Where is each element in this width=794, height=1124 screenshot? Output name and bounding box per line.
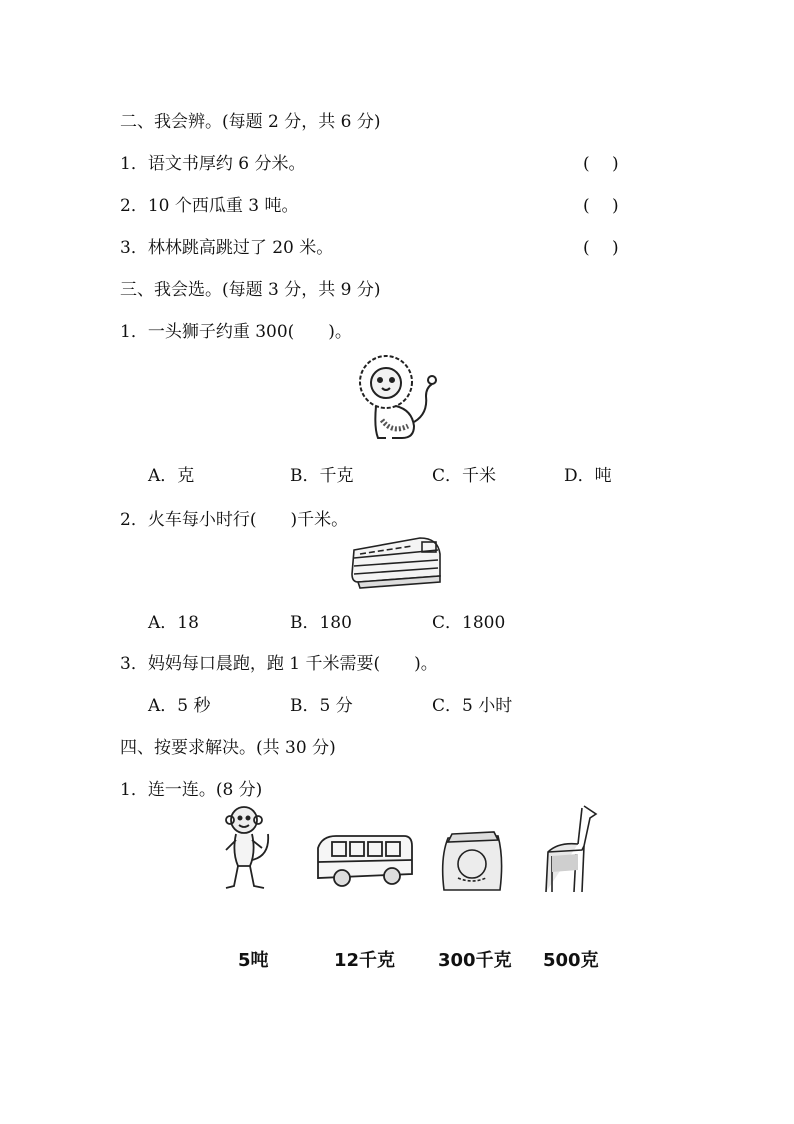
choice-q2: 2．火车每小时行( )千米。 [120, 510, 349, 530]
q2-option-a[interactable]: A．18 [148, 613, 199, 633]
section4-heading: 四、按要求解决。(共 30 分) [120, 738, 336, 758]
q2-option-b[interactable]: B．180 [290, 613, 352, 633]
judge-item-3: 3．林林跳高跳过了 20 米。 [120, 238, 334, 258]
q3-option-a[interactable]: A．5 秒 [148, 696, 211, 716]
giraffe-image [538, 800, 602, 896]
judge-item-2: 2．10 个西瓜重 3 吨。 [120, 196, 299, 216]
bag-image [438, 828, 508, 894]
q1-option-c[interactable]: C．千米 [432, 466, 497, 486]
q1-option-a[interactable]: A．克 [148, 466, 195, 486]
judge-item-1: 1．语文书厚约 6 分米。 [120, 154, 306, 174]
monkey-image [222, 804, 274, 894]
lion-image [352, 350, 440, 444]
choice-q1: 1．一头狮子约重 300( )。 [120, 322, 352, 342]
judge-blank-3[interactable]: ( ) [583, 238, 619, 258]
label-300-kg[interactable]: 300千克 [438, 950, 512, 971]
label-5-ton[interactable]: 5吨 [238, 950, 269, 971]
q2-option-c[interactable]: C．1800 [432, 613, 506, 633]
label-500-g[interactable]: 500克 [543, 950, 599, 971]
label-12-kg[interactable]: 12千克 [334, 950, 396, 971]
choice-q3: 3．妈妈每口晨跑，跑 1 千米需要( )。 [120, 654, 438, 674]
q1-option-b[interactable]: B．千克 [290, 466, 354, 486]
judge-blank-2[interactable]: ( ) [583, 196, 619, 216]
connect-question: 1．连一连。(8 分) [120, 780, 263, 800]
judge-blank-1[interactable]: ( ) [583, 154, 619, 174]
train-image [350, 532, 444, 590]
q3-option-c[interactable]: C．5 小时 [432, 696, 513, 716]
section3-heading: 三、我会选。(每题 3 分，共 9 分) [120, 280, 381, 300]
q3-option-b[interactable]: B．5 分 [290, 696, 353, 716]
bus-image [312, 828, 416, 892]
section2-heading: 二、我会辨。(每题 2 分，共 6 分) [120, 112, 381, 132]
q1-option-d[interactable]: D．吨 [564, 466, 612, 486]
